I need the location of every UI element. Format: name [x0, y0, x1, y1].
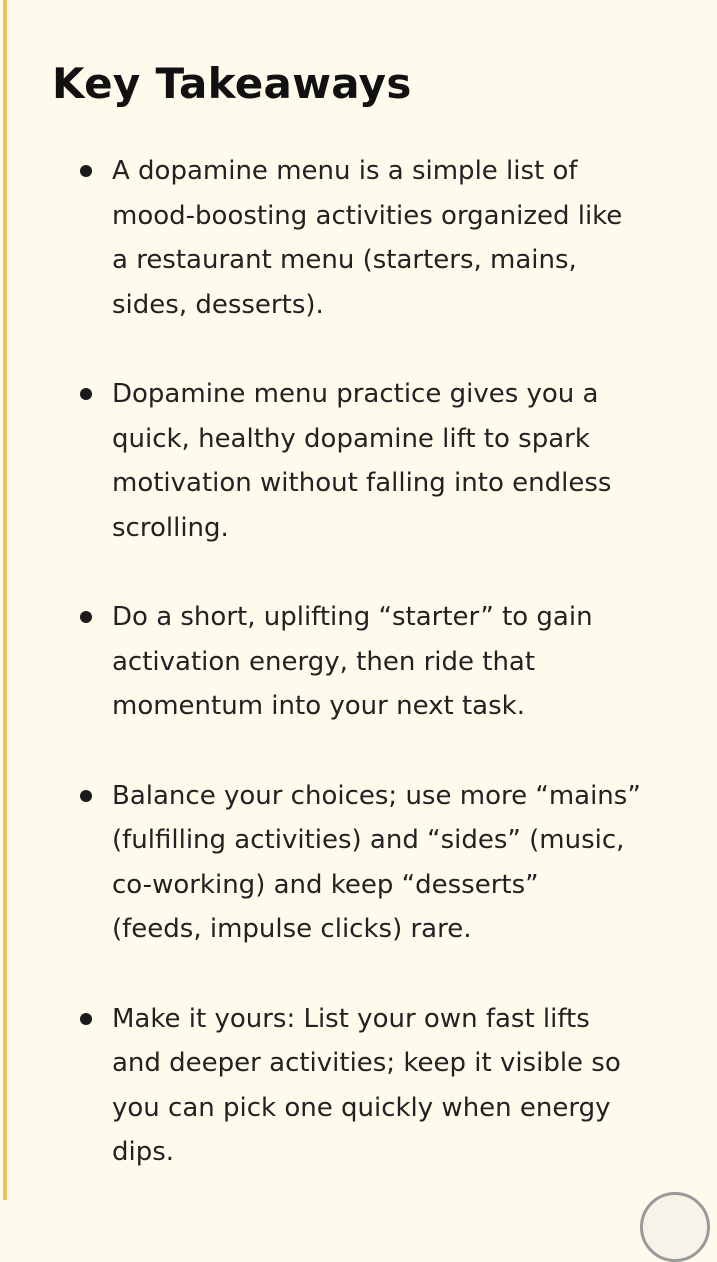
- line: Balance your choices; use more “mains”: [112, 780, 641, 811]
- line: you can pick one quickly when energy: [112, 1092, 611, 1123]
- line: (feeds, impulse clicks) rare.: [112, 914, 472, 944]
- line: momentum into your next task.: [112, 691, 525, 721]
- line: mood-boosting activities organized like: [112, 200, 623, 231]
- line: Do a short, uplifting “starter” to gain: [112, 602, 593, 632]
- list-item: [112, 372, 672, 550]
- line: Make it yours: List your own fast lifts: [112, 1003, 590, 1034]
- section-title: Key Takeaways: [52, 59, 412, 108]
- line: A dopamine menu is a simple list of: [112, 156, 578, 186]
- bullet-icon: [80, 1013, 92, 1025]
- line: and deeper activities; keep it visible so: [112, 1048, 621, 1078]
- line: scrolling.: [112, 512, 229, 543]
- line: co-working) and keep “desserts”: [112, 869, 539, 900]
- line: (fulfilling activities) and “sides” (music,: [112, 825, 625, 855]
- takeaways-list: [112, 149, 672, 1220]
- list-item: [112, 997, 672, 1175]
- line: motivation without falling into endless: [112, 468, 612, 498]
- line: dips.: [112, 1137, 175, 1167]
- floating-action-icon[interactable]: [640, 1192, 710, 1262]
- bullet-icon: [80, 165, 92, 177]
- list-item: [112, 595, 672, 729]
- bullet-icon: [80, 611, 92, 623]
- line: quick, healthy dopamine lift to spark: [112, 423, 590, 454]
- bullet-icon: [80, 388, 92, 400]
- list-item: [112, 774, 672, 952]
- line: a restaurant menu (starters, mains,: [112, 245, 577, 275]
- accent-bar: [3, 0, 7, 1200]
- line: activation energy, then ride that: [112, 646, 536, 677]
- bullet-icon: [80, 790, 92, 802]
- line: sides, desserts).: [112, 289, 324, 320]
- line: Dopamine menu practice gives you a: [112, 379, 599, 409]
- list-item: [112, 149, 672, 327]
